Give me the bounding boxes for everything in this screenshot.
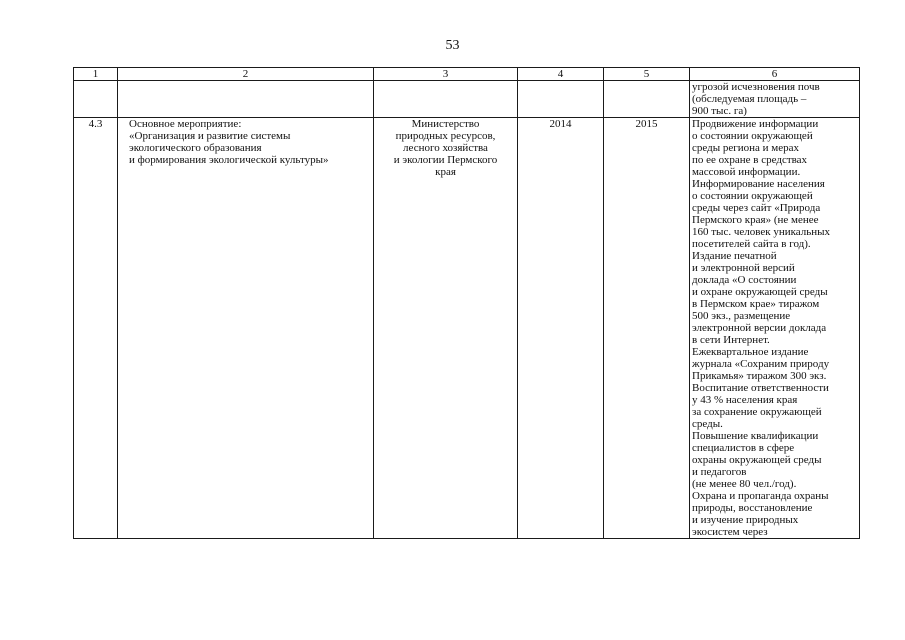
table-header-row [74,68,860,81]
start-year-cell: 2014 [518,118,604,539]
executor-cell: Министерство природных ресурсов, лесного хозяйства и экологии Пермского края [374,118,518,539]
table-cell [604,81,690,118]
row-number: 4.3 [74,118,118,539]
table-cell [118,81,374,118]
table-row-continuation [74,81,860,118]
column-header: 1 [74,68,118,81]
column-header: 6 [690,68,860,81]
column-header: 3 [374,68,518,81]
table-cell [74,81,118,118]
table-cell [518,81,604,118]
result-cell: Продвижение информации о состоянии окружающей среды региона и мерах по ее охране в средствах массовой информации. Информирование населения о состоянии окружающей среды через сайт «Природа Пермского края» (не менее 160 тыс. человек уникальных посетителей сайта в год). Издание печатной и электронной версий доклада «О состоянии и охране окружающей среды в Пермском крае» тиражом 500 экз., размещение электронной версии доклада в сети Интернет. Ежеквартальное издание журнала «Сохраним природу Прикамья» тиражом 300 экз. Воспитание ответственности у 43 % населения края за сохранение окружающей среды. Повышение квалификации специалистов в сфере охраны окружающей среды и педагогов (не менее 80 чел./год). Охрана и пропаганда охраны природы, восстановление и изучение природных экосистем через [690,118,860,539]
table-cell [374,81,518,118]
program-table [73,67,860,539]
result-cell-continued: угрозой исчезновения почв (обследуемая площадь – 900 тыс. га) [690,81,860,118]
column-header: 4 [518,68,604,81]
page-number: 53 [445,38,460,53]
activity-cell: Основное мероприятие: «Организация и развитие системы экологического образования и формирования экологической культуры» [118,118,374,539]
column-header: 5 [604,68,690,81]
end-year-cell: 2015 [604,118,690,539]
column-header: 2 [118,68,374,81]
table-row [74,118,860,539]
